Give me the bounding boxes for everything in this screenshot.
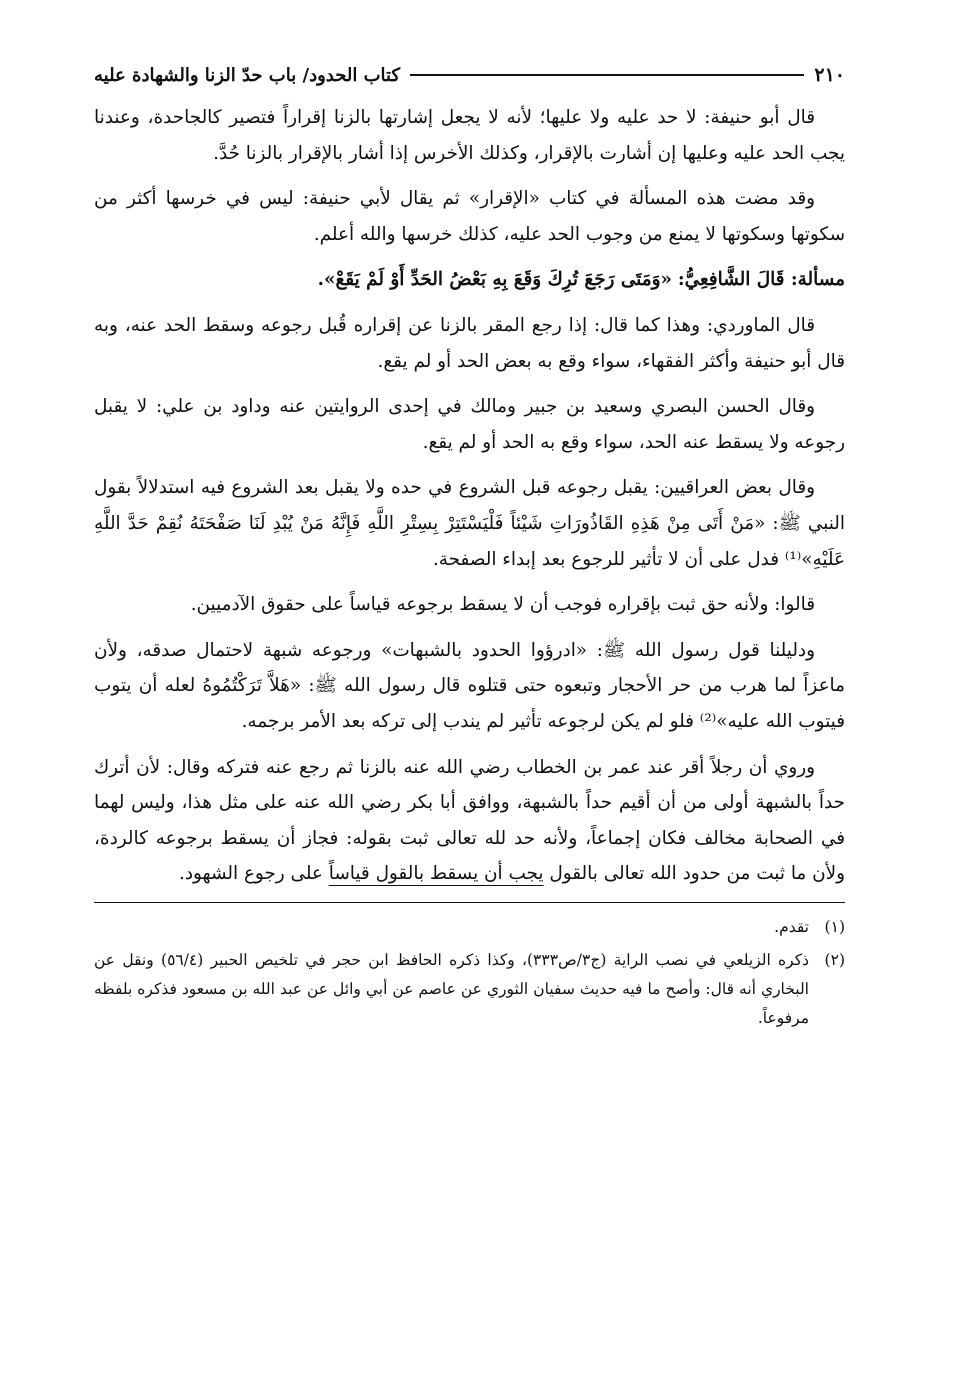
shafii-quote: «وَمَتَى رَجَعَ تُرِكَ وَقَعَ بِهِ بَعْضُ الحَدِّ أَوْ لَمْ يَقَعْ». [317,269,672,291]
footnote-separator [94,902,845,903]
footnote-number: (٢) [824,950,845,969]
page-number: ٢١٠ [814,64,845,86]
paragraph-9-text: وروي أن رجلاً أقر عند عمر بن الخطاب رضي الله عنه بالزنا ثم رجع عنه فتركه وقال: لأن أترك حداً بالشبهة أولى من أن أقيم حداً بالشبهة، ووافق أبا بكر رضي الله عنه على مثل هذا، وليس لهما في الصحابة مخالف فكان إجماعاً، ولأنه حد لله تعالى ثبت بقوله: فجاز أن يسقط برجوعه كالردة، ولأن ما ثبت من حدود الله تعالى بالقول [94,756,845,885]
paragraph-6: وقال بعض العراقيين: يقبل رجوعه قبل الشروع في حده ولا يقبل بعد الشروع فيه استدلالاً بقول النبي ﷺ: «مَنْ أَتَى مِنْ هَذِهِ القَاذُورَاتِ شَيْئاً فَلْيَسْتَتِرْ بِسِتْرِ اللَّهِ فَإِنَّهُ مَنْ يُبْدِ لَنَا صَفْحَتَهُ نُقِمْ حَدَّ اللَّهِ عَلَيْهِ»⁽¹⁾ فدل على أن لا تأثير للرجوع بعد إبداء الصفحة. [94,477,845,570]
masala-label: مسألة: قَالَ الشَّافِعِيُّ: [677,269,845,291]
paragraph-7: قالوا: ولأنه حق ثبت بإقراره فوجب أن لا يسقط برجوعه قياساً على حقوق الآدميين. [190,594,815,616]
paragraph-4: قال الماوردي: وهذا كما قال: إذا رجع المقر بالزنا عن إقراره قُبل رجوعه وسقط الحد عنه، وبه قال أبو حنيفة وأكثر الفقهاء، سواء وقع به بعض الحد أو لم يقع. [94,314,845,372]
footnote-text: ذكره الزيلعي في نصب الراية (ج٣/ص٣٣٣)، وكذا ذكره الحافظ ابن حجر في تلخيص الحبير (٥٦/٤) ونقل عن البخاري أنه قال: وأصح ما فيه حديث سفيان الثوري عن عاصم عن أبي وائل عن عبد الله بن مسعود فذكره بلفظه مرفوعاً. [94,950,810,1027]
paragraph-2: وقد مضت هذه المسألة في كتاب «الإقرار» ثم يقال لأبي حنيفة: ليس في خرسها أكثر من سكوتها وسكوتها لا يمنع من وجوب الحد عليه، كذلك خرسها والله أعلم. [94,188,845,245]
footnote-number: (١) [824,917,845,936]
footnote-1 [94,913,845,942]
underlined-phrase: يجب أن يسقط بالقول قياساً [328,863,544,885]
paragraph-8: ودليلنا قول رسول الله ﷺ: «ادرؤوا الحدود بالشبهات» ورجوعه شبهة لاحتمال صدقه، ولأن ماعزاً لما هرب من حر الأحجار وتبعوه حتى قتلوه قال رسول الله ﷺ: «هَلاَّ تَرَكْتُمُوهُ لعله أن يتوب فيتوب الله عليه»⁽²⁾ فلو لم يكن لرجوعه تأثير لم يندب إلى تركه بعد الأمر برجمه. [94,639,845,732]
paragraph-9-end: على رجوع الشهود. [178,863,329,885]
paragraph-5: وقال الحسن البصري وسعيد بن جبير ومالك في إحدى الروايتين عنه وداود بن علي: لا يقبل رجوعه ولا يسقط عنه الحد، سواء وقع به الحد أو لم يقع. [94,396,845,453]
footnote-text: تقدم. [774,917,809,936]
masala-paragraph [94,262,845,298]
paragraph-9 [94,750,845,892]
header-rule [410,74,804,76]
footnote-2 [94,946,845,1033]
running-header [94,58,845,92]
main-text [94,100,845,892]
footnotes [94,913,845,1033]
running-title: كتاب الحدود/ باب حدّ الزنا والشهادة عليه [94,64,401,86]
paragraph-1: قال أبو حنيفة: لا حد عليه ولا عليها؛ لأنه لا يجعل إشارتها بالزنا إقراراً فتصير كالجاحدة، وعندنا يجب الحد عليه وعليها إن أشارت بالإقرار، وكذلك الأخرس إذا أشار بالإقرار بالزنا حُدَّ. [94,107,845,164]
